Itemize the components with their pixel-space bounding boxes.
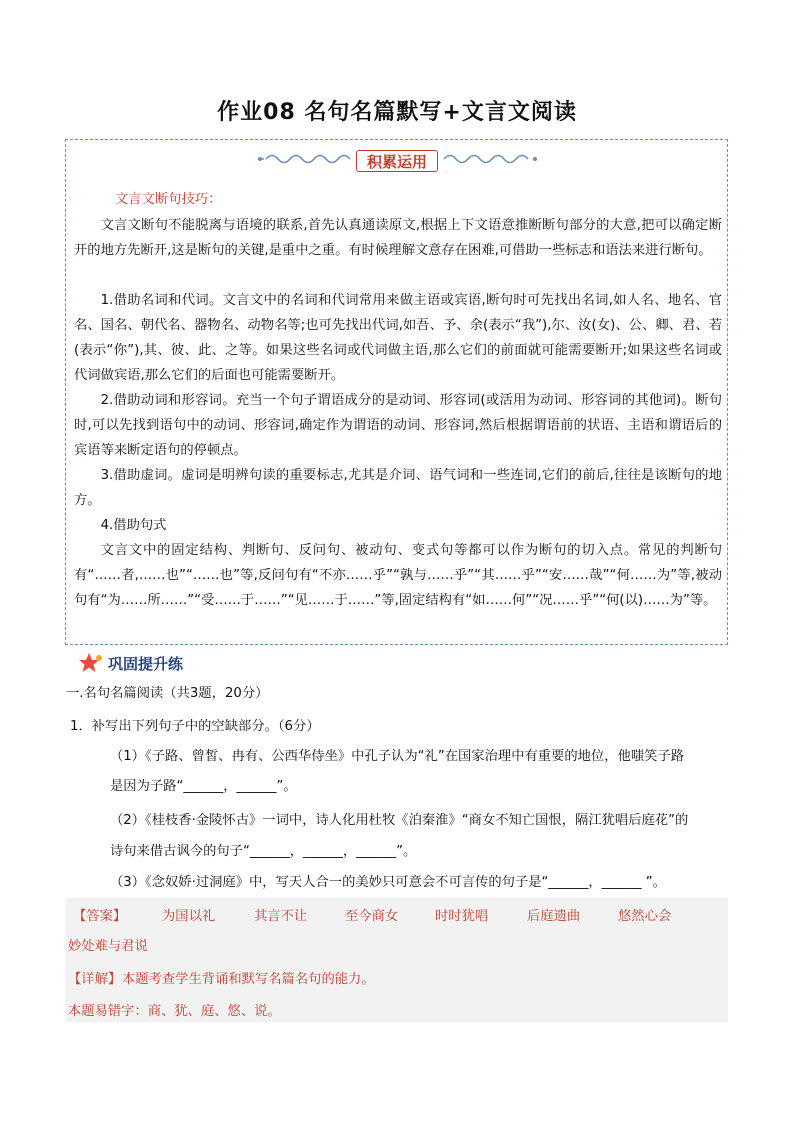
question-1-line-1: （1）《子路、曾皙、冉有、公西华侍坐》中孔子认为“礼”在国家治理中有重要的地位，他嗤笑子路 <box>110 749 685 764</box>
tips-box <box>65 139 728 645</box>
question-3: （3）《念奴娇·过洞庭》中，写天人合一的美妙只可意会不可言传的句子是“______，______ ”。 <box>110 875 666 890</box>
answer-item: 悠然心会 <box>618 909 672 924</box>
answer-item: 至今商女 <box>345 909 399 924</box>
question-2-line-2: 诗句来借古讽今的句子“______，______，______”。 <box>110 844 417 859</box>
tips-point-3: 3.借助虚词。虚词是明辨句读的重要标志,尤其是介词、语气词和一些连词,它们的前后,往往是该断句的地方。 <box>74 468 722 508</box>
tips-heading: 文言文断句技巧： <box>115 192 222 207</box>
tips-point-4: 文言文中的固定结构、判断句、反问句、被动句、变式句等都可以作为断句的切入点。常见的判断句有“……者,……也”“……也”等,反问句有“不亦……乎”“孰与……乎”“其……乎”“安……哉”“何……为”等,被动句有“为……所……”“受……于……”“见……于……”等,固定结构有“如……何”“况……乎”“何(以)……为”等。 <box>74 543 722 608</box>
typo-note: 本题易错字：商、犹、庭、悠、说。 <box>68 1004 281 1019</box>
page-title: 作业08 名句名篇默写+文言文阅读 <box>217 100 577 125</box>
detail-text: 本题考查学生背诵和默写名篇名句的能力。 <box>122 972 375 987</box>
tips-point-2: 2.借助动词和形容词。充当一个句子谓语成分的是动词、形容词(或活用为动词、形容词的其他词)。断句时,可以先找到语句中的动词、形容词,确定作为谓语的动词、形容词,然后根据谓语前的状语、主语和谓语后的宾语等来断定语句的停顿点。 <box>74 393 722 458</box>
star-icon <box>78 652 104 674</box>
answer-item-last: 妙处难与君说 <box>68 939 148 954</box>
answer-box <box>66 898 728 1022</box>
answer-item: 后庭遗曲 <box>527 909 581 924</box>
question-stem: 1．补写出下列句子中的空缺部分。（6分） <box>70 719 320 734</box>
section-title: 巩固提升练 <box>108 655 184 673</box>
tips-point-4-heading: 4.借助句式 <box>100 518 167 533</box>
answer-label: 【答案】 <box>73 909 127 924</box>
tips-intro: 文言文断句不能脱离与语境的联系,首先认真通读原文,根据上下文语意推断断句部分的大意,把可以确定断开的地方先断开,这是断句的关键,是重中之重。有时候理解文意存在困难,可借助一些标志和语法来进行断句。 <box>74 218 722 258</box>
banner <box>256 146 539 172</box>
question-1-line-2: 是因为子路“______，______”。 <box>110 779 297 794</box>
tips-point-1: 1.借助名词和代词。文言文中的名词和代词常用来做主语或宾语,断句时可先找出名词,如人名、地名、官名、国名、朝代名、器物名、动物名等;也可先找出代词,如吾、予、余(表示“我”),尔、汝(女)、公、卿、君、若(表示“你”),其、彼、此、之等。如果这些名词或代词做主语,那么它们的前面就可能需要断开;如果这些名词或代词做宾语,那么它们的后面也可能需要断开。 <box>74 293 722 383</box>
answer-item: 为国以礼 <box>162 909 216 924</box>
banner-label: 积累运用 <box>356 150 438 172</box>
part-heading: 一.名句名篇阅读（共3题，20分） <box>66 686 269 701</box>
answer-item: 时时犹唱 <box>435 909 489 924</box>
answer-item: 其言不让 <box>254 909 308 924</box>
question-2-line-1: （2）《桂枝香·金陵怀古》一词中，诗人化用杜牧《泊秦淮》“商女不知亡国恨，隔江犹唱后庭花”的 <box>110 813 689 828</box>
detail-label: 【详解】 <box>68 972 122 987</box>
